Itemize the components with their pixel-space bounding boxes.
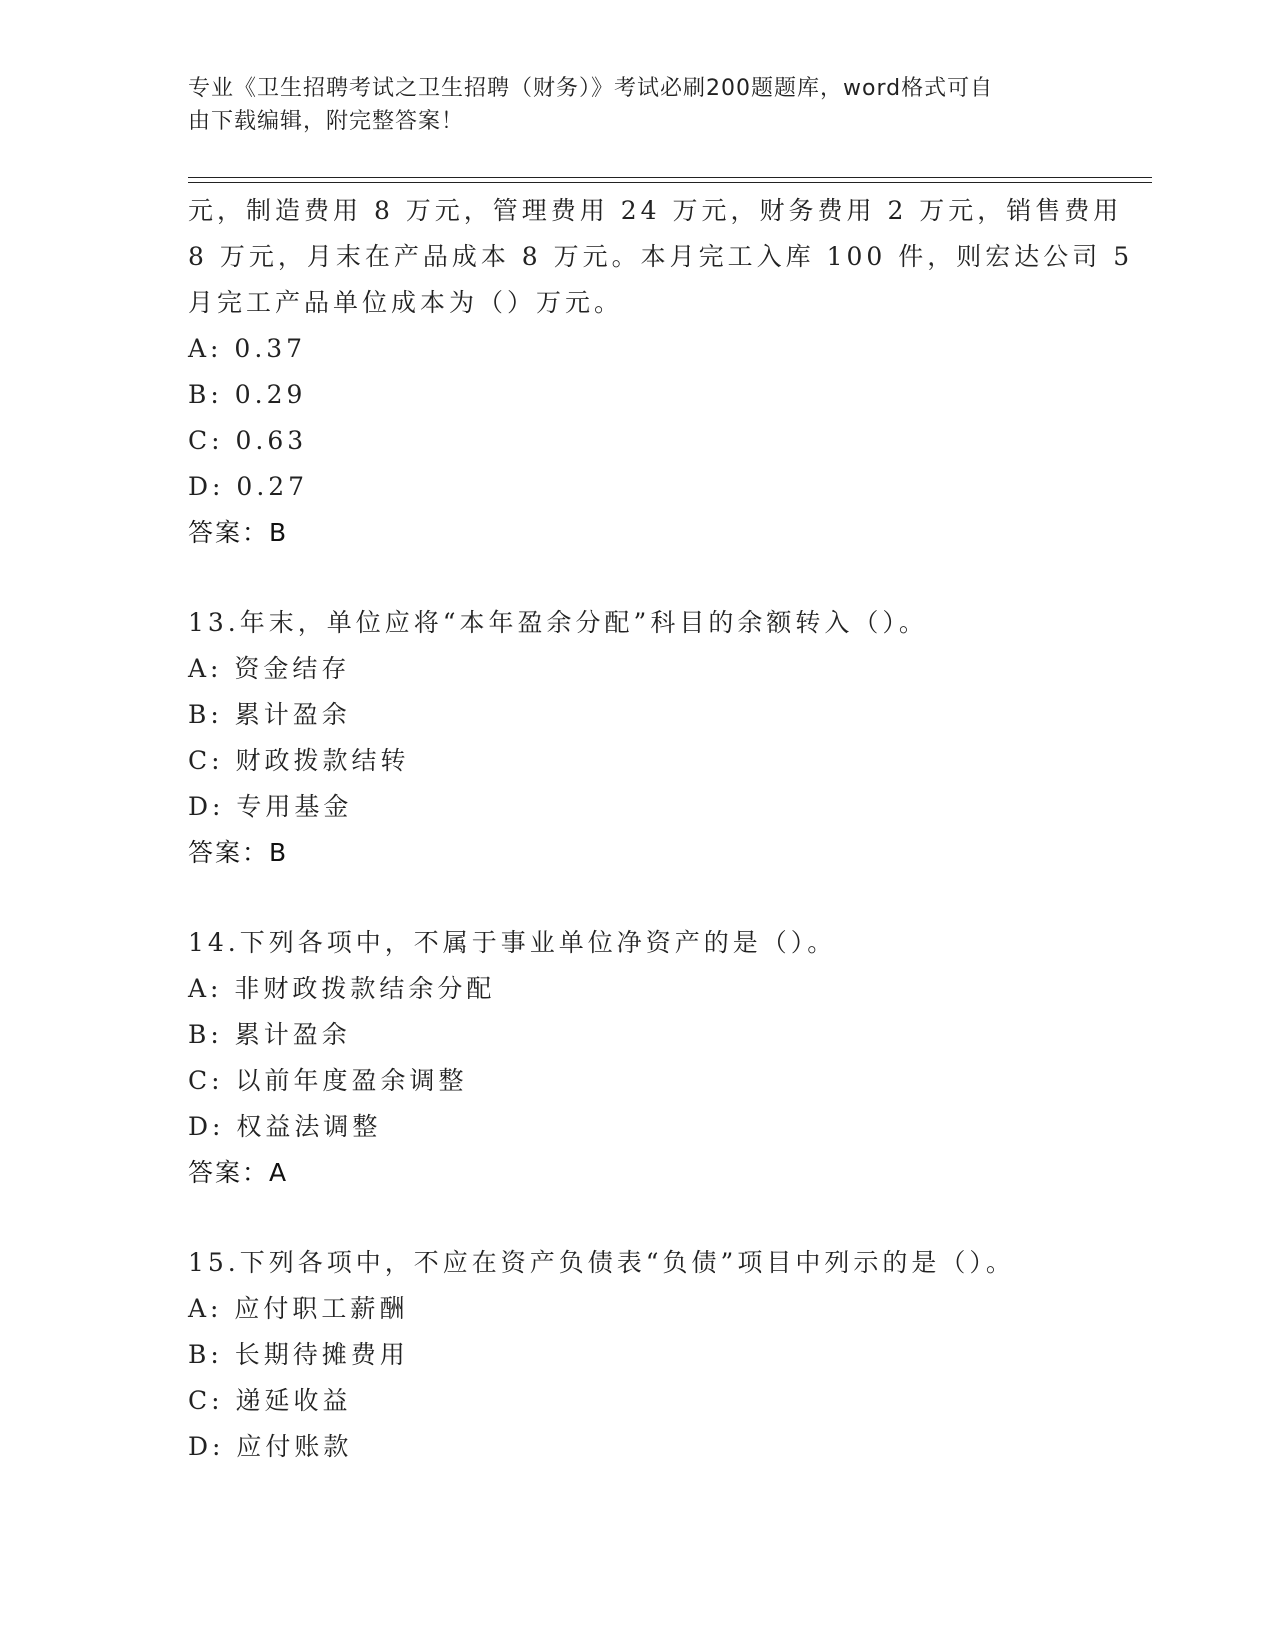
- option-b: B: 累计盈余: [188, 700, 351, 729]
- answer-label: 答案：A: [188, 1158, 289, 1187]
- option-b: B: 0.29: [188, 380, 307, 409]
- option-d: D: 应付账款: [188, 1432, 353, 1461]
- question-stem-line: 元，制造费用 8 万元，管理费用 24 万元，财务费用 2 万元，销售费用: [188, 196, 1123, 225]
- question-stem-line: 8 万元，月末在产品成本 8 万元。本月完工入库 100 件，则宏达公司 5: [188, 242, 1134, 271]
- question-stem: 13.年末，单位应将“本年盈余分配”科目的余额转入（）。: [188, 608, 928, 637]
- header-rule-top: [188, 177, 1152, 178]
- option-d: D: 0.27: [188, 472, 309, 501]
- question-15: [188, 1240, 1088, 1470]
- option-d: D: 专用基金: [188, 792, 353, 821]
- option-c: C: 以前年度盈余调整: [188, 1066, 468, 1095]
- answer-label: 答案：B: [188, 838, 289, 867]
- document-header: [188, 72, 1068, 138]
- header-line-1: 专业《卫生招聘考试之卫生招聘（财务）》考试必刷200题题库，word格式可自: [188, 76, 994, 101]
- question-gap: [188, 556, 1088, 600]
- question-content: [188, 188, 1134, 1470]
- option-a: A: 资金结存: [188, 654, 351, 683]
- question-stem-line: 月完工产品单位成本为（）万元。: [188, 288, 624, 317]
- option-c: C: 0.63: [188, 426, 308, 455]
- answer-label: 答案：B: [188, 518, 289, 547]
- question-13: [188, 600, 1088, 876]
- option-c: C: 递延收益: [188, 1386, 352, 1415]
- option-c: C: 财政拨款结转: [188, 746, 410, 775]
- question-stem: 15.下列各项中，不应在资产负债表“负债”项目中列示的是（）。: [188, 1248, 1015, 1277]
- question-12-continuation: [188, 188, 1134, 556]
- option-a: A: 应付职工薪酬: [188, 1294, 409, 1323]
- question-gap: [188, 876, 1088, 920]
- question-stem: 14.下列各项中，不属于事业单位净资产的是（）。: [188, 928, 837, 957]
- question-gap: [188, 1196, 1088, 1240]
- option-d: D: 权益法调整: [188, 1112, 382, 1141]
- option-a: A: 非财政拨款结余分配: [188, 974, 496, 1003]
- header-rule-bottom: [188, 182, 1152, 183]
- option-a: A: 0.37: [188, 334, 307, 363]
- option-b: B: 长期待摊费用: [188, 1340, 409, 1369]
- question-14: [188, 920, 1088, 1196]
- header-line-2: 由下载编辑，附完整答案！: [188, 109, 465, 134]
- option-b: B: 累计盈余: [188, 1020, 351, 1049]
